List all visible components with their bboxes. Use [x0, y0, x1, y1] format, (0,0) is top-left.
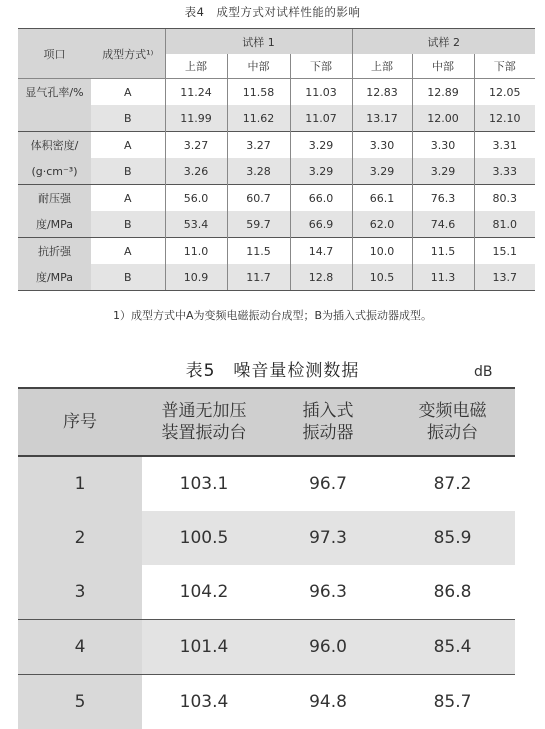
value-cell: 12.89	[412, 79, 474, 106]
value-cell: 66.1	[352, 185, 412, 212]
table4-footnote: 1）成型方式中A为变频电磁振动台成型；B为插入式振动器成型。	[0, 307, 545, 323]
seq-cell: 5	[18, 675, 142, 729]
seq-cell: 3	[18, 565, 142, 620]
value-cell: 59.7	[227, 211, 290, 238]
value-cell: 53.4	[165, 211, 227, 238]
col-header-sample1: 试样 1	[165, 29, 352, 55]
value-cell: 10.9	[165, 264, 227, 291]
col-header-item: 项口	[18, 29, 91, 79]
row-label: 度/MPa	[18, 211, 91, 238]
value-cell: 3.29	[412, 158, 474, 185]
value-cell: 3.27	[227, 132, 290, 159]
value-cell: 66.9	[290, 211, 352, 238]
col-header-insert-vibrator: 插入式 振动器	[266, 388, 390, 456]
table-row	[18, 132, 535, 159]
value-cell: 3.30	[412, 132, 474, 159]
value-cell: 97.3	[266, 511, 390, 565]
table4	[18, 28, 535, 291]
value-cell: 12.8	[290, 264, 352, 291]
value-cell: 85.9	[390, 511, 515, 565]
table5-header-row	[18, 388, 515, 456]
value-cell: 96.3	[266, 565, 390, 620]
col-header-method: 成型方式¹⁾	[91, 29, 165, 79]
table-row	[18, 185, 535, 212]
table5-caption: 表5 噪音量检测数据	[0, 356, 545, 381]
method-cell: B	[91, 264, 165, 291]
value-cell: 3.31	[474, 132, 535, 159]
value-cell: 87.2	[390, 456, 515, 511]
value-cell: 3.30	[352, 132, 412, 159]
value-cell: 3.33	[474, 158, 535, 185]
table-row	[18, 158, 535, 185]
method-cell: A	[91, 238, 165, 265]
value-cell: 3.29	[352, 158, 412, 185]
table-row	[18, 264, 535, 291]
value-cell: 11.5	[227, 238, 290, 265]
value-cell: 11.0	[165, 238, 227, 265]
value-cell: 3.29	[290, 158, 352, 185]
value-cell: 86.8	[390, 565, 515, 620]
value-cell: 11.7	[227, 264, 290, 291]
value-cell: 62.0	[352, 211, 412, 238]
value-cell: 66.0	[290, 185, 352, 212]
value-cell: 10.5	[352, 264, 412, 291]
table5	[18, 387, 515, 729]
value-cell: 3.27	[165, 132, 227, 159]
value-cell: 3.26	[165, 158, 227, 185]
col-header-vfreq-table: 变频电磁 振动台	[390, 388, 515, 456]
value-cell: 104.2	[142, 565, 266, 620]
col-header-position: 下部	[474, 54, 535, 79]
value-cell: 76.3	[412, 185, 474, 212]
value-cell: 10.0	[352, 238, 412, 265]
value-cell: 12.00	[412, 105, 474, 132]
value-cell: 103.1	[142, 456, 266, 511]
method-cell: B	[91, 105, 165, 132]
seq-cell: 4	[18, 620, 142, 675]
value-cell: 60.7	[227, 185, 290, 212]
method-cell: A	[91, 79, 165, 106]
col-header-position: 中部	[412, 54, 474, 79]
table-row	[18, 511, 515, 565]
value-cell: 3.29	[290, 132, 352, 159]
table-row	[18, 105, 535, 132]
value-cell: 14.7	[290, 238, 352, 265]
col-header-ordinary-table: 普通无加压 装置振动台	[142, 388, 266, 456]
value-cell: 80.3	[474, 185, 535, 212]
method-cell: A	[91, 185, 165, 212]
value-cell: 11.5	[412, 238, 474, 265]
value-cell: 74.6	[412, 211, 474, 238]
value-cell: 12.05	[474, 79, 535, 106]
table4-caption: 表4 成型方式对试样性能的影响	[0, 4, 545, 20]
col-header-position: 上部	[165, 54, 227, 79]
row-label: 显气孔率/%	[18, 79, 91, 106]
value-cell: 11.99	[165, 105, 227, 132]
row-label: (g·cm⁻³)	[18, 158, 91, 185]
table-row	[18, 79, 535, 106]
value-cell: 11.3	[412, 264, 474, 291]
method-cell: B	[91, 211, 165, 238]
row-label: 度/MPa	[18, 264, 91, 291]
table5-unit: dB	[474, 364, 493, 380]
col-header-sample2: 试样 2	[352, 29, 535, 55]
value-cell: 12.10	[474, 105, 535, 132]
value-cell: 101.4	[142, 620, 266, 675]
col-header-position: 上部	[352, 54, 412, 79]
table-row	[18, 565, 515, 620]
seq-cell: 1	[18, 456, 142, 511]
value-cell: 11.03	[290, 79, 352, 106]
value-cell: 11.58	[227, 79, 290, 106]
value-cell: 85.7	[390, 675, 515, 729]
value-cell: 13.7	[474, 264, 535, 291]
value-cell: 11.62	[227, 105, 290, 132]
value-cell: 94.8	[266, 675, 390, 729]
value-cell: 56.0	[165, 185, 227, 212]
value-cell: 3.28	[227, 158, 290, 185]
row-label: 体积密度/	[18, 132, 91, 159]
table-row	[18, 238, 535, 265]
value-cell: 85.4	[390, 620, 515, 675]
table-row	[18, 675, 515, 729]
row-label	[18, 105, 91, 132]
value-cell: 81.0	[474, 211, 535, 238]
row-label: 抗折强	[18, 238, 91, 265]
row-label: 耐压强	[18, 185, 91, 212]
value-cell: 11.24	[165, 79, 227, 106]
value-cell: 103.4	[142, 675, 266, 729]
seq-cell: 2	[18, 511, 142, 565]
table-row	[18, 620, 515, 675]
value-cell: 13.17	[352, 105, 412, 132]
value-cell: 100.5	[142, 511, 266, 565]
col-header-seq: 序号	[18, 388, 142, 456]
value-cell: 96.0	[266, 620, 390, 675]
table-row	[18, 211, 535, 238]
value-cell: 96.7	[266, 456, 390, 511]
method-cell: A	[91, 132, 165, 159]
value-cell: 11.07	[290, 105, 352, 132]
value-cell: 12.83	[352, 79, 412, 106]
value-cell: 15.1	[474, 238, 535, 265]
col-header-position: 中部	[227, 54, 290, 79]
method-cell: B	[91, 158, 165, 185]
col-header-position: 下部	[290, 54, 352, 79]
table-row	[18, 456, 515, 511]
